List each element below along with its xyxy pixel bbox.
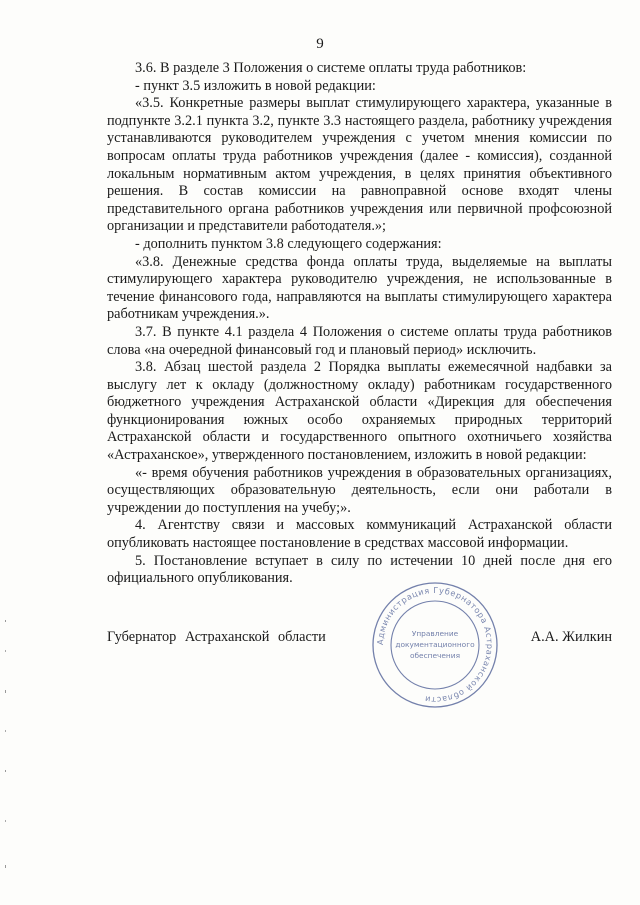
scan-artifacts (4, 620, 7, 880)
paragraph-3-7: 3.7. В пункте 4.1 раздела 4 Положения о системе оплаты труда работников слова «на очередной финансовый год и плановый период» исключить. (107, 323, 612, 358)
paragraph-3-8-amend: 3.8. Абзац шестой раздела 2 Порядка выплаты ежемесячной надбавки за выслугу лет к окладу (должностному окладу) работникам государственного бюджетного учреждения Астраханской области «Дирекция для обеспечения функционирования южных особо охраняемых природных территорий Астраханской области и государственного опытного охотничьего хозяйства «Астраханское», утвержденного постановлением, изложить в новой редакции: (107, 359, 612, 464)
official-stamp (370, 580, 500, 710)
paragraph-quote-education: «- время обучения работников учреждения в образовательных организациях, осуществляющих образовательную деятельность, если они работали в учреждении до поступления на учебу;». (107, 464, 612, 516)
stamp-ring-text: Администрация Губернатора Астраханской области (374, 584, 496, 706)
signatory-name: А.А. Жилкин (530, 629, 612, 645)
stamp-center-line-1: Управление (411, 629, 459, 638)
paragraph-5: 5. Постановление вступает в силу по истечении 10 дней после дня его официального опубликования. (107, 552, 612, 587)
paragraph-4: 4. Агентству связи и массовых коммуникаций Астраханской области опубликовать настоящее постановление в средствах массовой информации. (107, 517, 612, 552)
paragraph-3-8-intro: - дополнить пунктом 3.8 следующего содержания: (135, 235, 442, 252)
stamp-center-line-2: документационного (395, 640, 475, 649)
signatory-title: Губернатор Астраханской области (107, 629, 326, 645)
document-body (107, 60, 612, 588)
page-number: 9 (316, 36, 324, 52)
stamp-center-line-3: обеспечения (409, 651, 461, 660)
paragraph-3-5-text: «3.5. Конкретные размеры выплат стимулирующего характера, указанные в подпункте 3.2.1 пункта 3.2, пункте 3.3 настоящего раздела, работнику учреждения устанавливаются руководителем учреждения с учетом мнения комиссии по вопросам оплаты труда работников учреждения (далее - комиссия), созданной локальным нормативным актом учреждения, в целях принятия объективного решения. В состав комиссии на равноправной основе входят члены представительного органа работников учреждения или первичной профсоюзной организации и представители работодателя.»; (107, 95, 612, 235)
signature-block (107, 629, 612, 649)
paragraph-3-6: 3.6. В разделе 3 Положения о системе оплаты труда работников: (135, 60, 527, 76)
paragraph-3-5-intro: - пункт 3.5 изложить в новой редакции: (135, 77, 376, 94)
paragraph-3-8-text: «3.8. Денежные средства фонда оплаты труда, выделяемые на выплаты стимулирующего характера руководителю учреждения, не использованные в течение финансового года, направляются на выплаты стимулирующего характера работникам учреждения.». (107, 253, 612, 323)
